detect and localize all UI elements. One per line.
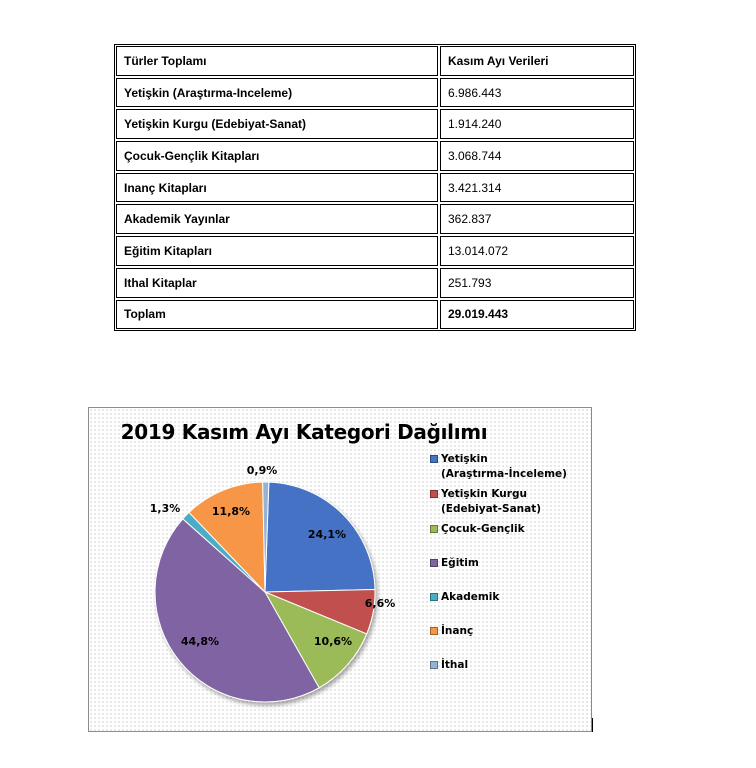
row-name: Yetişkin (Araştırma-Inceleme) [116, 78, 438, 108]
legend-label: Çocuk-Gençlik [441, 523, 525, 535]
row-name: Akademik Yayınlar [116, 204, 438, 234]
legend-label: (Araştırma-İnceleme) [441, 468, 567, 480]
legend-label: Akademik [441, 591, 500, 603]
slice-data-label: 11,8% [211, 505, 251, 518]
table-row [116, 109, 634, 139]
legend-label: Eğitim [441, 557, 479, 569]
total-label: Toplam [116, 300, 438, 330]
table-row [116, 173, 634, 203]
data-table [114, 44, 636, 331]
legend-swatch [430, 455, 438, 463]
row-value: 1.914.240 [440, 109, 634, 139]
row-value: 13.014.072 [440, 236, 634, 266]
table-row [116, 236, 634, 266]
row-name: Inanç Kitapları [116, 173, 438, 203]
table-row [116, 78, 634, 108]
legend-label: İthal [441, 659, 469, 671]
row-name: Yetişkin Kurgu (Edebiyat-Sanat) [116, 109, 438, 139]
legend-swatch [430, 559, 438, 567]
slice-data-label: 0,9% [246, 464, 278, 477]
row-value: 3.068.744 [440, 141, 634, 171]
edge-mark [592, 718, 593, 732]
legend-swatch [430, 490, 438, 498]
legend-swatch [430, 661, 438, 669]
table-header-row [116, 46, 634, 76]
legend-swatch [430, 627, 438, 635]
legend-swatch [430, 525, 438, 533]
legend-swatch [430, 593, 438, 601]
row-value: 6.986.443 [440, 78, 634, 108]
row-value: 251.793 [440, 268, 634, 298]
row-name: Çocuk-Gençlik Kitapları [116, 141, 438, 171]
slice-data-label: 1,3% [149, 502, 181, 515]
row-name: Ithal Kitaplar [116, 268, 438, 298]
slice-data-label: 6,6% [364, 597, 396, 610]
table-row [116, 141, 634, 171]
row-value: 362.837 [440, 204, 634, 234]
legend-label: Yetişkin [441, 453, 488, 465]
table-total-row [116, 300, 634, 330]
legend-label: Yetişkin Kurgu [441, 488, 527, 500]
slice-data-label: 24,1% [307, 528, 347, 541]
row-value: 3.421.314 [440, 173, 634, 203]
pie-chart [88, 407, 592, 732]
total-value: 29.019.443 [440, 300, 634, 330]
chart-title: 2019 Kasım Ayı Kategori Dağılımı [120, 420, 488, 444]
row-name: Eğitim Kitapları [116, 236, 438, 266]
table-row [116, 268, 634, 298]
table-row [116, 204, 634, 234]
legend-label: İnanç [441, 625, 474, 637]
pie-chart-canvas [89, 408, 593, 733]
header-category: Türler Toplamı [116, 46, 438, 76]
slice-data-label: 10,6% [313, 635, 353, 648]
header-november-data: Kasım Ayı Verileri [440, 46, 634, 76]
legend-label: (Edebiyat-Sanat) [441, 503, 542, 515]
slice-data-label: 44,8% [180, 635, 220, 648]
